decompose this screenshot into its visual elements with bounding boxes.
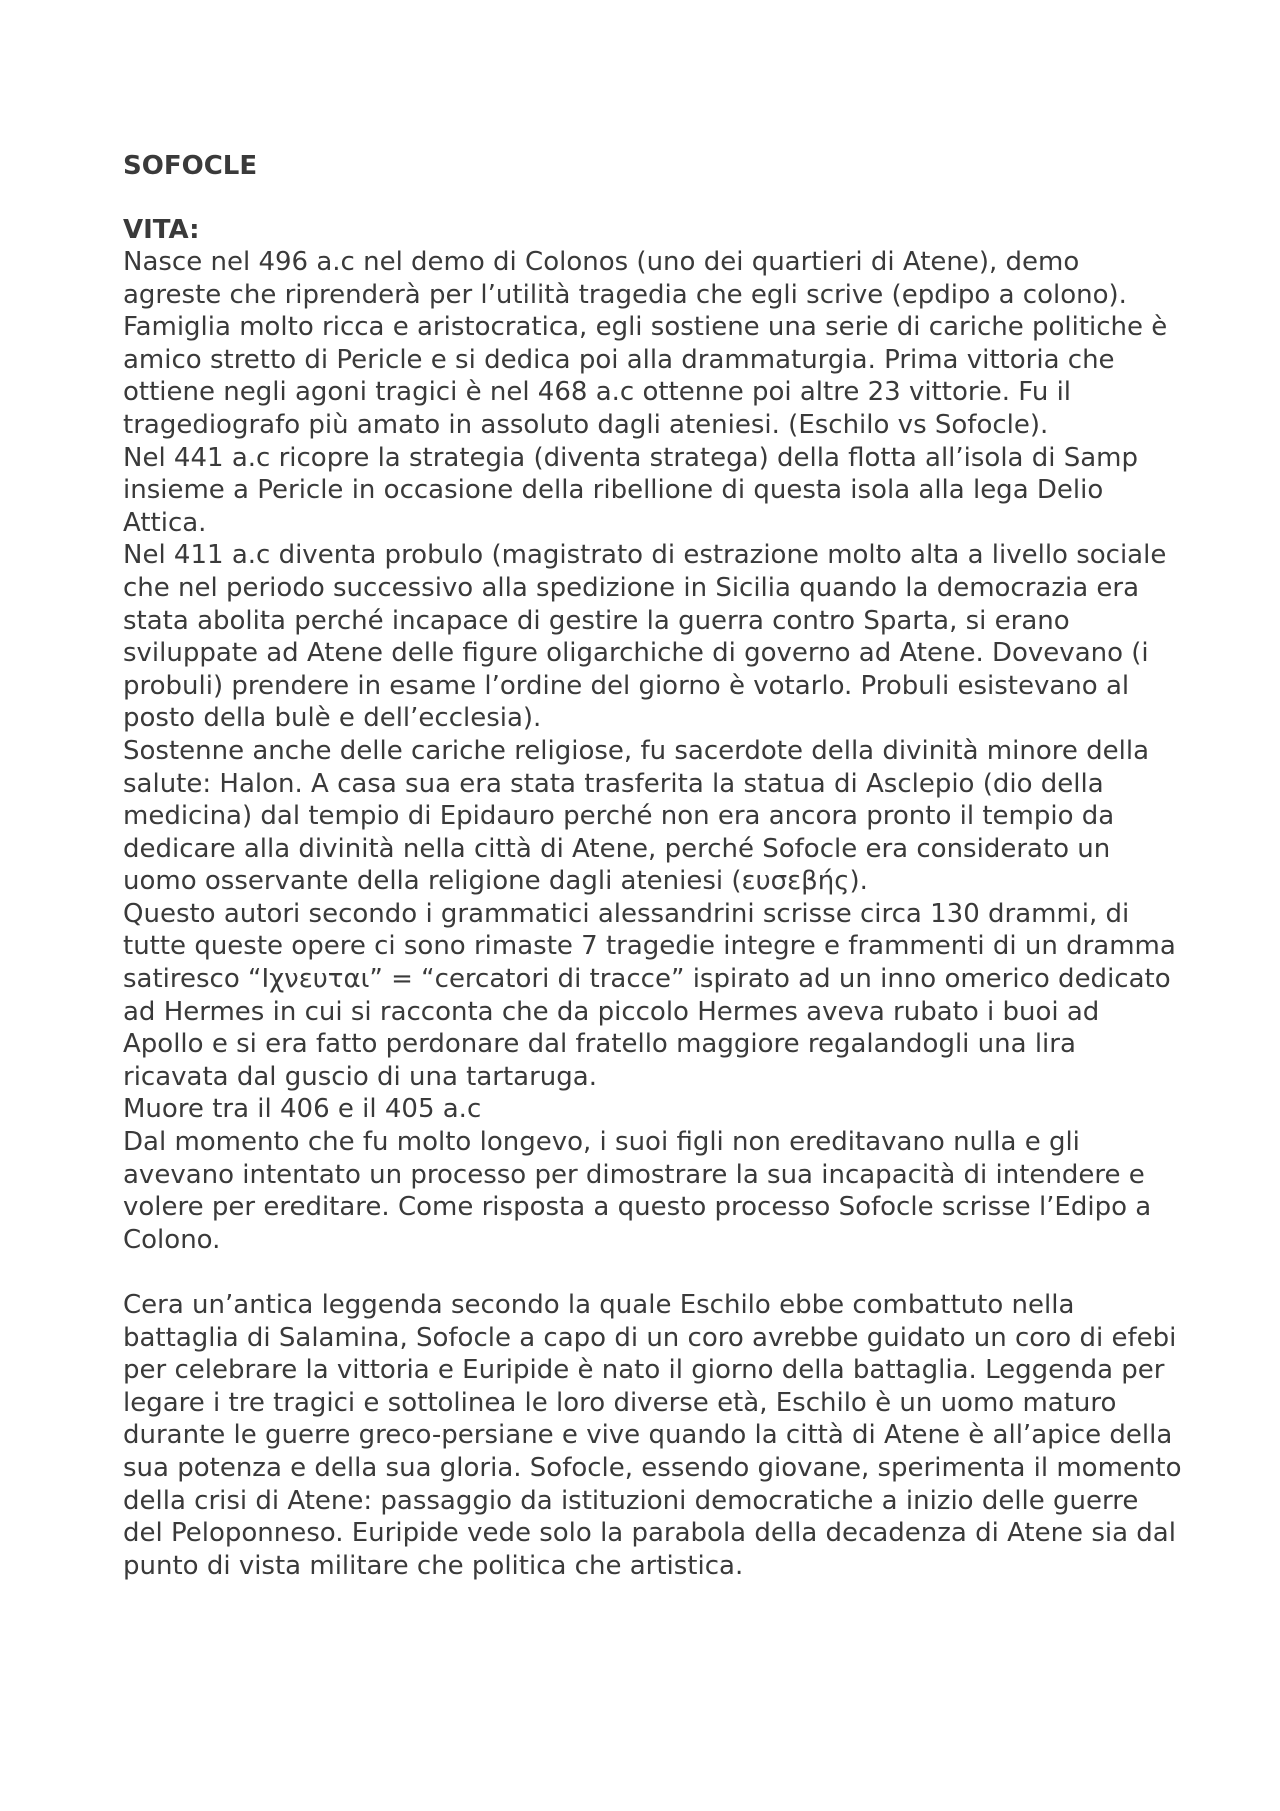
document-title: SOFOCLE	[123, 151, 258, 181]
paragraph-religion: Sostenne anche delle cariche religiose, fu sacerdote della divinità minore della salute: Halon. A casa sua era stata trasferita la statua di Asclepio (dio della medicina) dal tempio di Epidauro perché non era ancora pronto il tempio da dedicare alla divinità nella città di Atene, perché Sofocle era considerato un uomo osservante della religione dagli ateniesi (ευσεβής).	[123, 735, 1149, 897]
paragraph-trial: Dal momento che fu molto longevo, i suoi figli non ereditavano nulla e gli avevano intentato un processo per dimostrare la sua incapacità di intendere e volere per ereditare. Come risposta a questo processo Sofocle scrisse l’Edipo a Colono.	[123, 1127, 1152, 1255]
paragraph-strategy: Nel 441 a.c ricopre la strategia (diventa stratega) della flotta all’isola di Samp insieme a Pericle in occasione della ribellione di questa isola alla lega Delio Attica.	[123, 442, 1139, 538]
paragraph-birth: Nasce nel 496 a.c nel demo di Colonos (uno dei quartieri di Atene), demo agreste che riprenderà per l’utilità tragedia che egli scrive (epdipo a colono). Famiglia molto ricca e aristocratica, egli sostiene una serie di cariche politiche è amico stretto di Pericle e si dedica poi alla drammaturgia. Prima vittoria che ottiene negli agoni tragici è nel 468 a.c ottenne poi altre 23 vittorie. Fu il tragediografo più amato in assoluto dagli ateniesi. (Eschilo vs Sofocle).	[123, 247, 1168, 440]
document-page	[123, 150, 1183, 1582]
paragraph-probulo: Nel 411 a.c diventa probulo (magistrato di estrazione molto alta a livello sociale che nel periodo successivo alla spedizione in Sicilia quando la democrazia era stata abolita perché incapace di gestire la guerra contro Sparta, si erano sviluppate ad Atene delle figure oligarchiche di governo ad Atene. Dovevano (i probuli) prendere in esame l’ordine del giorno è votarlo. Probuli esistevano al posto della bulè e dell’ecclesia).	[123, 540, 1167, 734]
paragraph-death: Muore tra il 406 e il 405 a.c	[123, 1094, 482, 1125]
paragraph-spacer	[123, 1256, 1183, 1289]
section-heading-vita: VITA:	[123, 215, 200, 245]
paragraph-works: Questo autori secondo i grammatici alessandrini scrisse circa 130 drammi, di tutte queste opere ci sono rimaste 7 tragedie integre e frammenti di un dramma satiresco “Ιχνευται” = “cercatori di tracce” ispirato ad un inno omerico dedicato ad Hermes in cui si racconta che da piccolo Hermes aveva rubato i buoi ad Apollo e si era fatto perdonare dal fratello maggiore regalandogli una lira ricavata dal guscio di una tartaruga.	[123, 898, 1176, 1092]
paragraph-legend: Cera un’antica leggenda secondo la quale Eschilo ebbe combattuto nella battaglia di Salamina, Sofocle a capo di un coro avrebbe guidato un coro di efebi per celebrare la vittoria e Euripide è nato il giorno della battaglia. Leggenda per legare i tre tragici e sottolinea le loro diverse età, Eschilo è un uomo maturo durante le guerre greco-persiane e vive quando la città di Atene è all’apice della sua potenza e della sua gloria. Sofocle, essendo giovane, sperimenta il momento della crisi di Atene: passaggio da istituzioni democratiche a inizio delle guerre del Peloponneso. Euripide vede solo la parabola della decadenza di Atene sia dal punto di vista militare che politica che artistica.	[123, 1290, 1182, 1581]
